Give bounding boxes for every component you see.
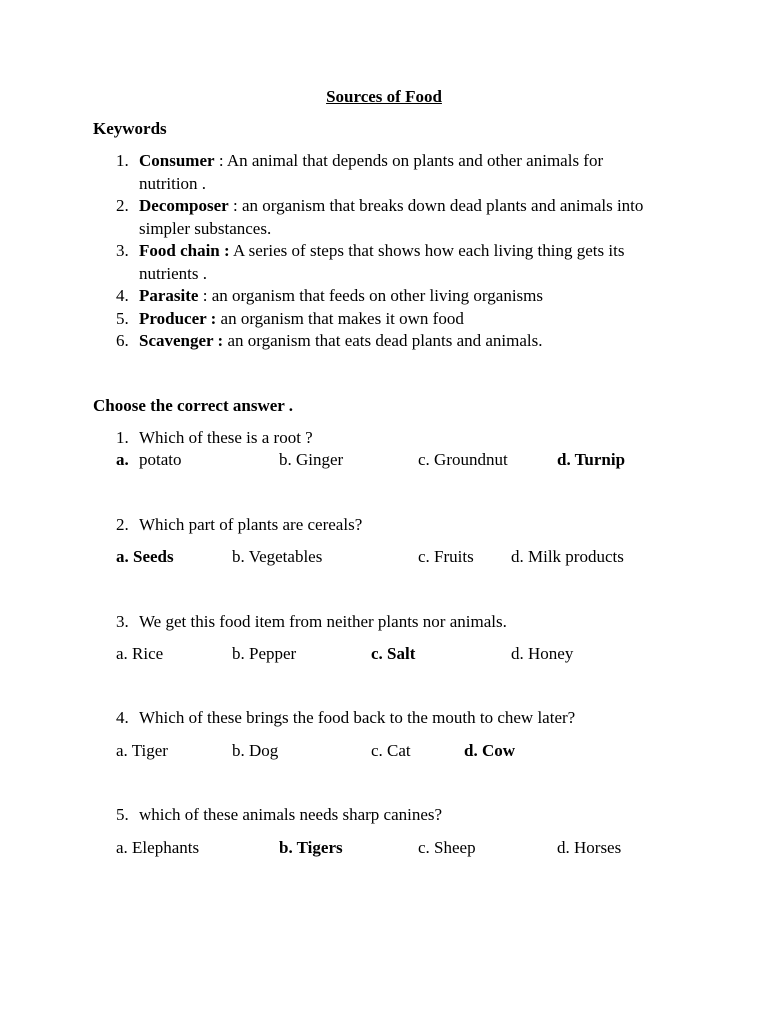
keyword-number: 3. (116, 241, 129, 260)
option: c. Cat (371, 741, 411, 760)
keyword-number: 5. (116, 309, 129, 328)
keyword-definition-cont: nutrients . (139, 264, 207, 283)
question-number: 2. (116, 515, 129, 534)
option-correct: d. Turnip (557, 450, 626, 469)
question-text: Which part of plants are cereals? (139, 515, 363, 534)
keyword-term: Decomposer (139, 196, 229, 215)
keyword-definition-cont: nutrition . (139, 174, 207, 193)
option-correct: d. Cow (464, 741, 516, 760)
option: a. Tiger (116, 741, 168, 760)
keyword-term: Producer : (139, 309, 217, 328)
option-correct: a. Seeds (116, 547, 174, 566)
option: d. Honey (511, 644, 574, 663)
option: b. Pepper (232, 644, 297, 663)
option: d. Milk products (511, 547, 624, 566)
option: a. Rice (116, 644, 164, 663)
option-correct: b. Tigers (279, 838, 343, 857)
keyword-item (139, 285, 543, 307)
option: potato (139, 450, 182, 469)
option-correct: c. Salt (371, 644, 416, 663)
option: b. Vegetables (232, 547, 323, 566)
quiz-heading: Choose the correct answer . (93, 396, 294, 415)
keyword-term: Scavenger : (139, 331, 224, 350)
question-number: 3. (116, 612, 129, 631)
keyword-term: Food chain : (139, 241, 230, 260)
keyword-separator: : (214, 151, 227, 170)
question-text: We get this food item from neither plants nor animals. (139, 612, 507, 631)
option: b. Ginger (279, 450, 344, 469)
keyword-item (139, 330, 543, 352)
keyword-definition-cont: simpler substances. (139, 219, 272, 238)
keyword-item (139, 150, 603, 172)
keyword-definition: an organism that feeds on other living organisms (211, 286, 544, 305)
question-text: Which of these brings the food back to the mouth to chew later? (139, 708, 576, 727)
keyword-separator: : (228, 196, 242, 215)
question-text: Which of these is a root ? (139, 428, 313, 447)
keyword-term: Parasite (139, 286, 199, 305)
question-text: which of these animals needs sharp canines? (139, 805, 443, 824)
keyword-number: 6. (116, 331, 129, 350)
keyword-item (139, 308, 464, 330)
option: c. Groundnut (418, 450, 508, 469)
question-number: 5. (116, 805, 129, 824)
keyword-definition: An animal that depends on plants and other animals for (226, 151, 604, 170)
keyword-separator: : (198, 286, 212, 305)
keywords-heading: Keywords (93, 119, 167, 138)
option: d. Horses (557, 838, 622, 857)
keyword-definition: A series of steps that shows how each living thing gets its (233, 241, 625, 260)
keyword-term: Consumer (139, 151, 215, 170)
keyword-item (139, 240, 624, 262)
keyword-definition: an organism that breaks down dead plants and animals into (241, 196, 644, 215)
option: b. Dog (232, 741, 279, 760)
keyword-item (139, 195, 643, 217)
option: a. Elephants (116, 838, 200, 857)
keyword-definition: an organism that eats dead plants and animals. (227, 331, 543, 350)
option: c. Fruits (418, 547, 474, 566)
keyword-definition: an organism that makes it own food (220, 309, 464, 328)
keyword-number: 4. (116, 286, 129, 305)
question-number: 1. (116, 428, 129, 447)
option: c. Sheep (418, 838, 476, 857)
keyword-number: 1. (116, 151, 129, 170)
option-letter: a. (116, 450, 129, 469)
keyword-number: 2. (116, 196, 129, 215)
question-number: 4. (116, 708, 129, 727)
page-title: Sources of Food (326, 87, 442, 106)
